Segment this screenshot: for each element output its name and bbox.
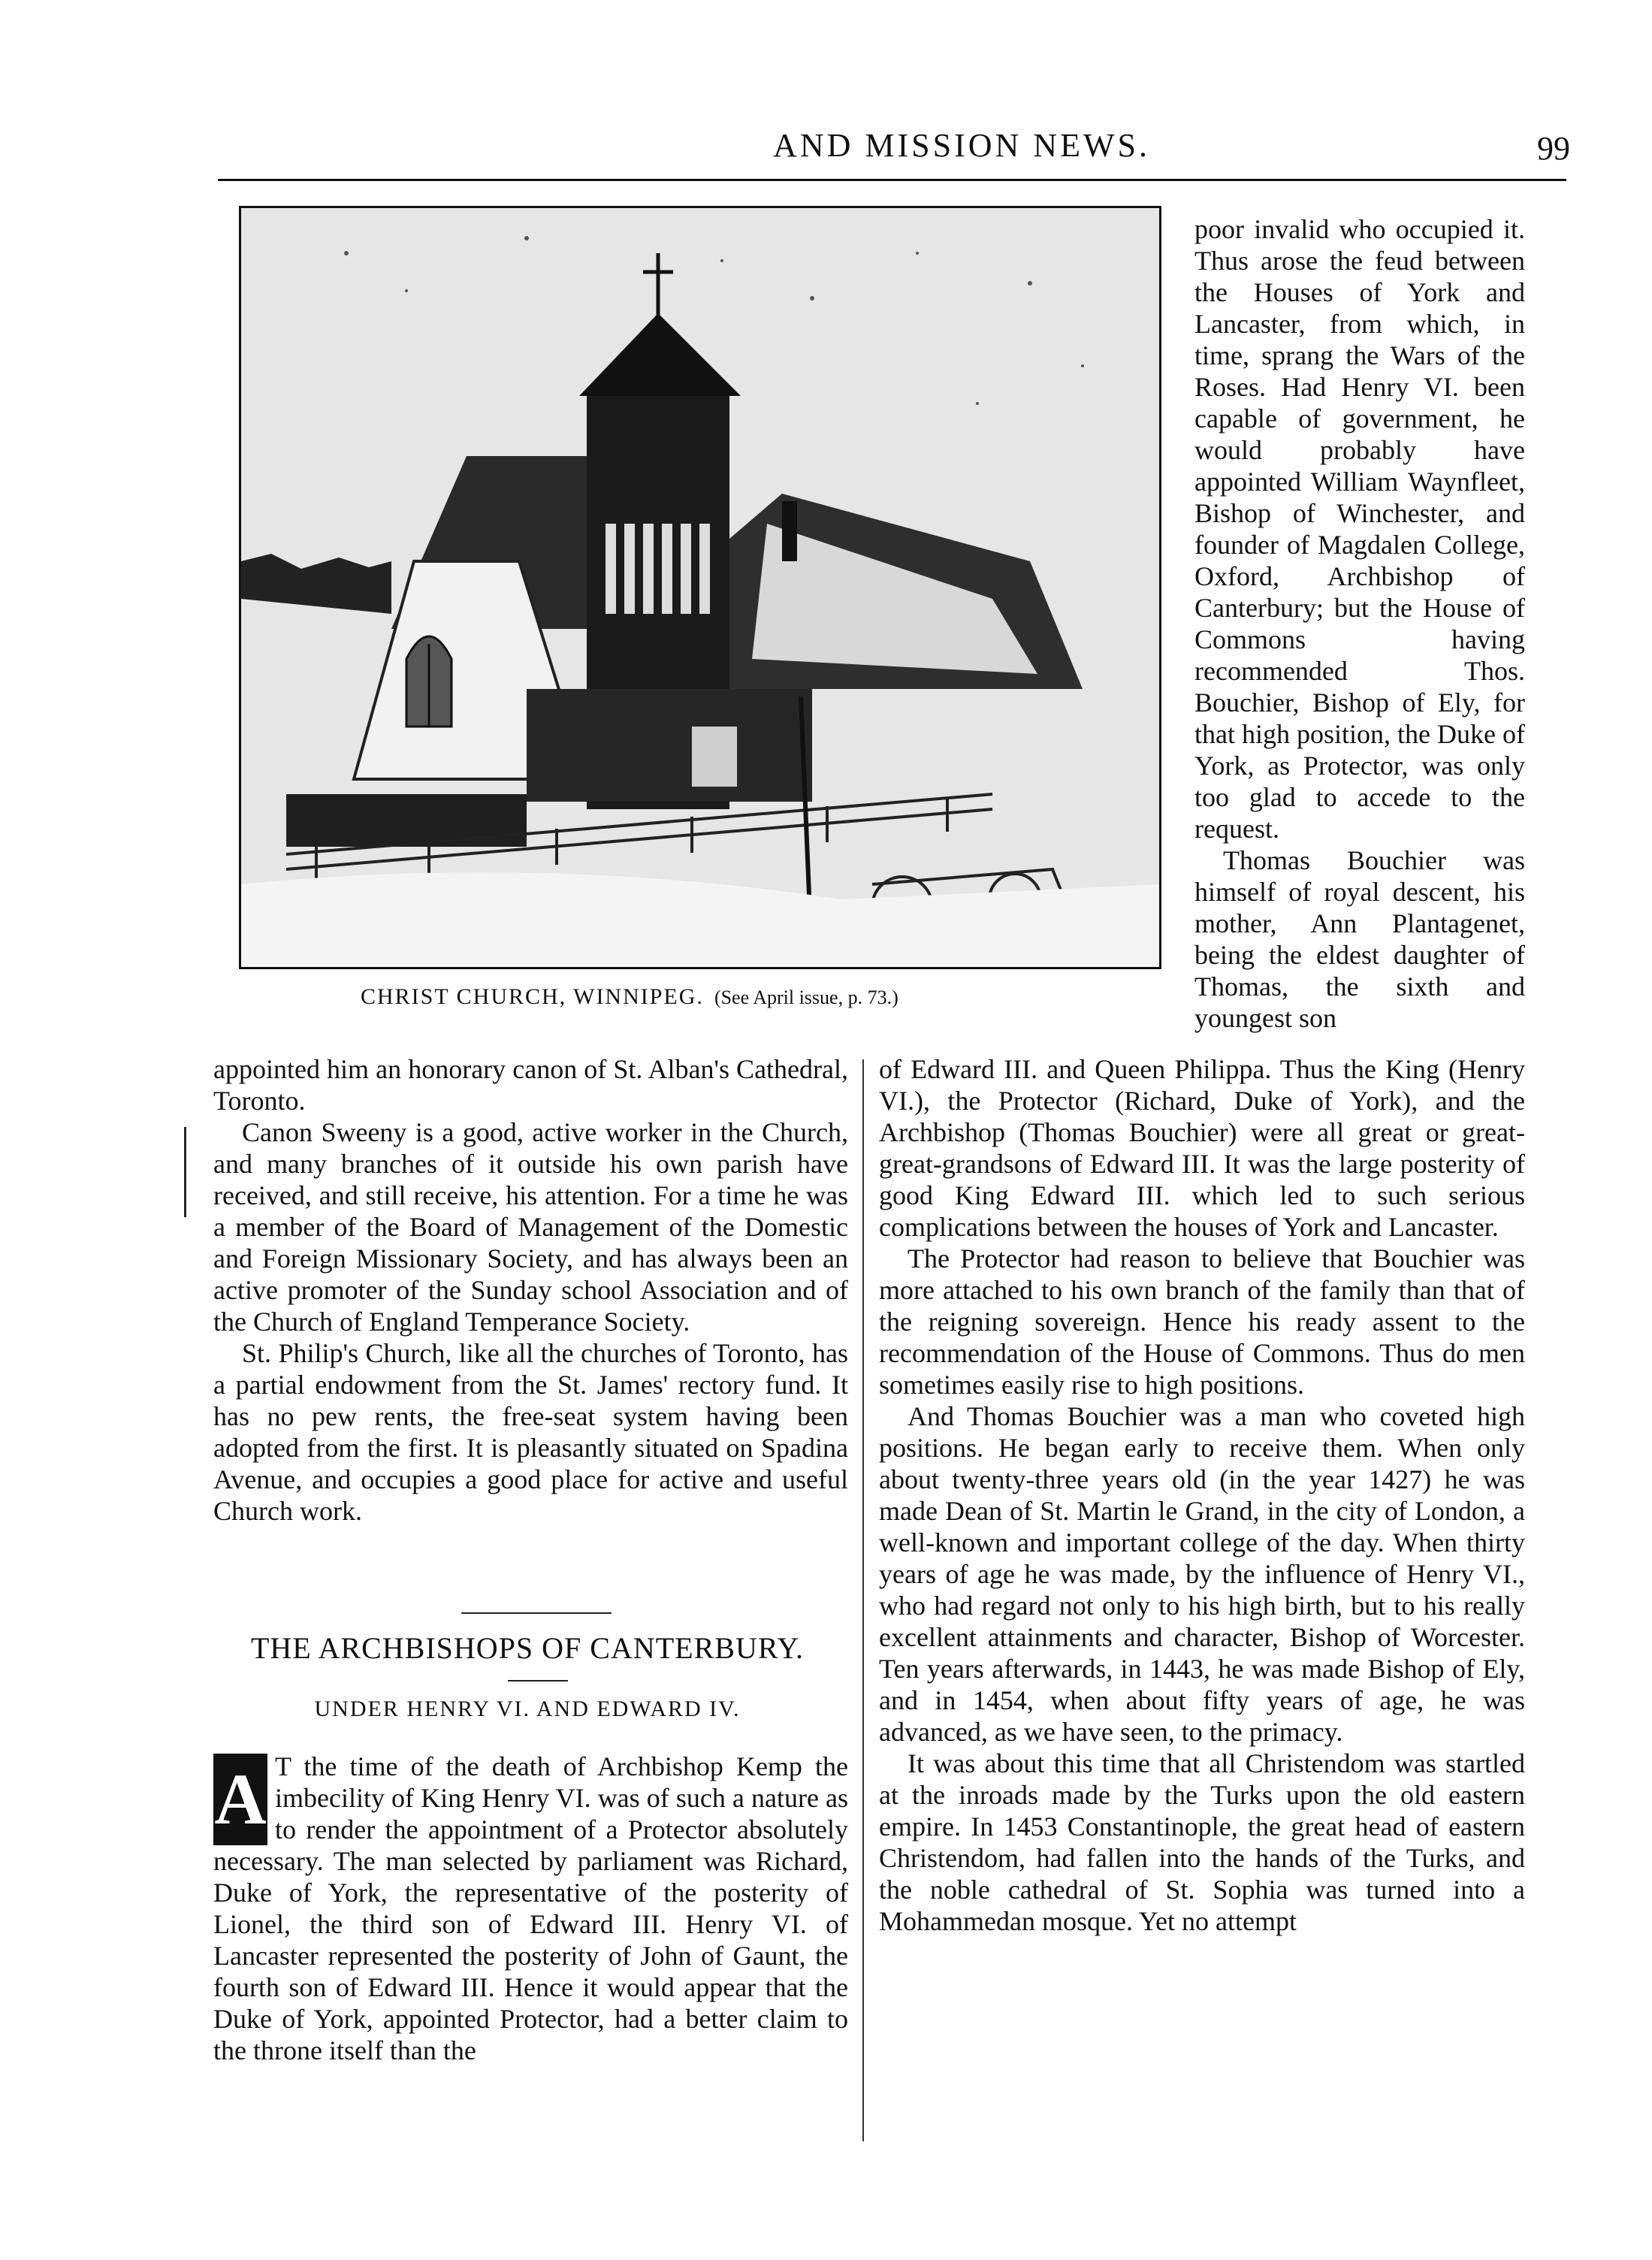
page-number: 99 [1537,130,1570,167]
left-paragraph-3: St. Philip's Church, like all the churches of Toronto, has a partial endowment from the St. James' rectory fund. It has no pew rents, the free-seat system having been adopted from the first. It is pleasantly situated on Spadina Avenue, and occupies a good place for active and useful Church work. [213,1338,848,1526]
drop-cap: A [213,1754,267,1845]
section-title: THE ARCHBISHOPS OF CANTERBURY. [250,1631,805,1665]
section-divider [461,1612,612,1614]
right-paragraph-3: And Thomas Bouchier was a man who coveted high positions. He began early to receive them. When only about twenty-three years old (in the year 1427) he was made Dean of St. Martin le Grand, in the city of London, a well-known and important college of the day. When thirty years of age he was made, by the influence of Henry VI., who had regard not only to his high birth, but to his really excellent attainments and character, Bishop of Worcester. Ten years afterwards, in 1443, he was made Bishop of Ely, and in 1454, when about fifty years of age, he was advanced, as we have seen, to the primacy. [879,1401,1525,1747]
narrow-paragraph-2: Thomas Bouchier was himself of royal descent, his mother, Ann Plantagenet, being the eldest daughter of Thomas, the sixth and youngest son [1194,845,1525,1033]
right-paragraph-4: It was about this time that all Christendom was startled at the inroads made by the Turks upon the old eastern empire. In 1453 Constantinople, the great head of eastern Christendom, had fallen into the hands of the Turks, and the noble cathedral of St. Sophia was turned into a Mohammedan mosque. Yet no attempt [879,1748,1525,1936]
caption-reference: (See April issue, p. 73.) [714,986,898,1008]
right-column [879,1053,1525,1937]
right-paragraph-2: The Protector had reason to believe that Bouchier was more attached to his own branch of the family than that of the reigning sovereign. Hence his ready assent to the recommendation of the House of Commons. Thus do men sometimes easily rise to high positions. [879,1243,1525,1400]
page-header [218,126,1570,179]
narrow-paragraph-1: poor invalid who occupied it. Thus arose the feud between the Houses of York and Lancaster, from which, in time, sprang the Wars of the Roses. Had Henry VI. been capable of government, he would probably have appointed William Waynfleet, Bishop of Winchester, and founder of Magdalen College, Oxford, Archbishop of Canterbury; but the House of Commons having recommended Thos. Bouchier, Bishop of Ely, for that high position, the Duke of York, as Protector, was only too glad to accede to the request. [1194,214,1525,844]
left-column [213,1053,848,1527]
left-paragraph-2: Canon Sweeny is a good, active worker in the Church, and many branches of it outside his own parish have received, and still receive, his attention. For a time he was a member of the Board of Management of the Domestic and Foreign Missionary Society, and has always been an active promoter of the Sunday school Association and of the Church of England Temperance Society. [213,1117,848,1337]
figure-caption [361,984,1112,1010]
title-underline [508,1680,568,1681]
column-rule [862,1059,864,2141]
caption-title: CHRIST CHURCH, WINNIPEG. [361,984,704,1009]
margin-mark [184,1127,186,1217]
left-paragraph-1: appointed him an honorary canon of St. Alban's Cathedral, Toronto. [213,1054,848,1116]
story-text: T the time of the death of Archbishop Kemp the imbecility of King Henry VI. was of such a nature as to render the appointment of a Protector absolutely necessary. The man selected by parliament was Richard, Duke of York, the representative of the posterity of Lionel, the third son of Edward III. Henry VI. of Lancaster represented the posterity of John of Gaunt, the fourth son of Edward III. Hence it would appear that the Duke of York, appointed Protector, had a better claim to the throne itself than the [213,1751,848,2065]
narrow-column [1194,213,1525,1034]
header-rule [218,179,1566,181]
right-paragraph-1: of Edward III. and Queen Philippa. Thus the King (Henry VI.), the Protector (Richard, Duke of York), and the Archbishop (Thomas Bouchier) were all great or great-great-grandsons of Edward III. It was the large posterity of good King Edward III. which led to such serious complications between the houses of York and Lancaster. [879,1054,1525,1242]
church-illustration [241,208,1159,967]
church-photograph [239,206,1161,969]
running-head: AND MISSION NEWS. [773,127,1150,164]
section-story [213,1751,848,2066]
section-subtitle: UNDER HENRY VI. AND EDWARD IV. [314,1697,741,1721]
